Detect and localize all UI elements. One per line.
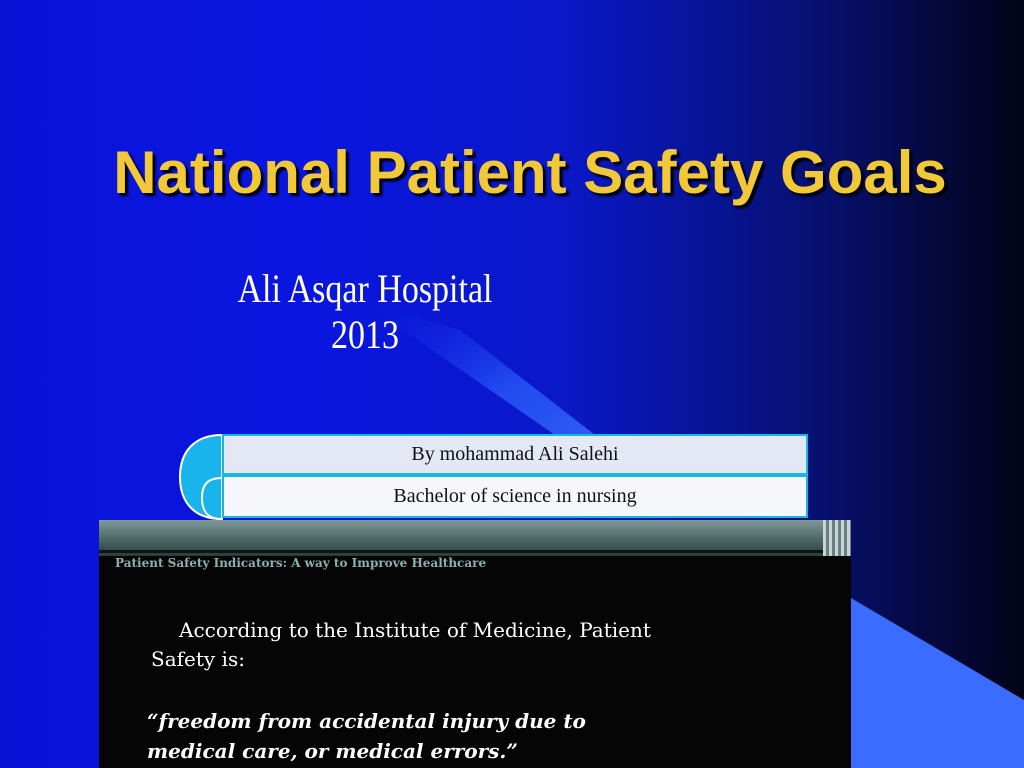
quote-line-1: “freedom from accidental injury due to [147,709,586,733]
slide-subtitle [225,266,506,358]
header-edge [823,520,851,556]
author-degree-row: Bachelor of science in nursing [222,475,808,518]
subtitle-year: 2013 [331,312,399,357]
header-divider [99,550,851,553]
body-line-2: Safety is: [151,647,245,671]
screenshot-body [151,616,811,674]
slide-title: National Patient Safety Goals [113,139,947,206]
author-info-box [178,434,812,520]
author-name-row: By mohammad Ali Salehi [222,434,808,475]
body-line-1: According to the Institute of Medicine, Patient [179,618,651,642]
embedded-screenshot [99,520,851,768]
subtitle-hospital: Ali Asqar Hospital [237,266,493,311]
quote-line-2: medical care, or medical errors.” [147,739,518,763]
screenshot-header-bar [99,520,851,556]
screenshot-heading: Patient Safety Indicators: A way to Improve Healthcare [115,556,487,570]
light-ray-lower [851,598,1024,768]
screenshot-quote [147,706,827,766]
